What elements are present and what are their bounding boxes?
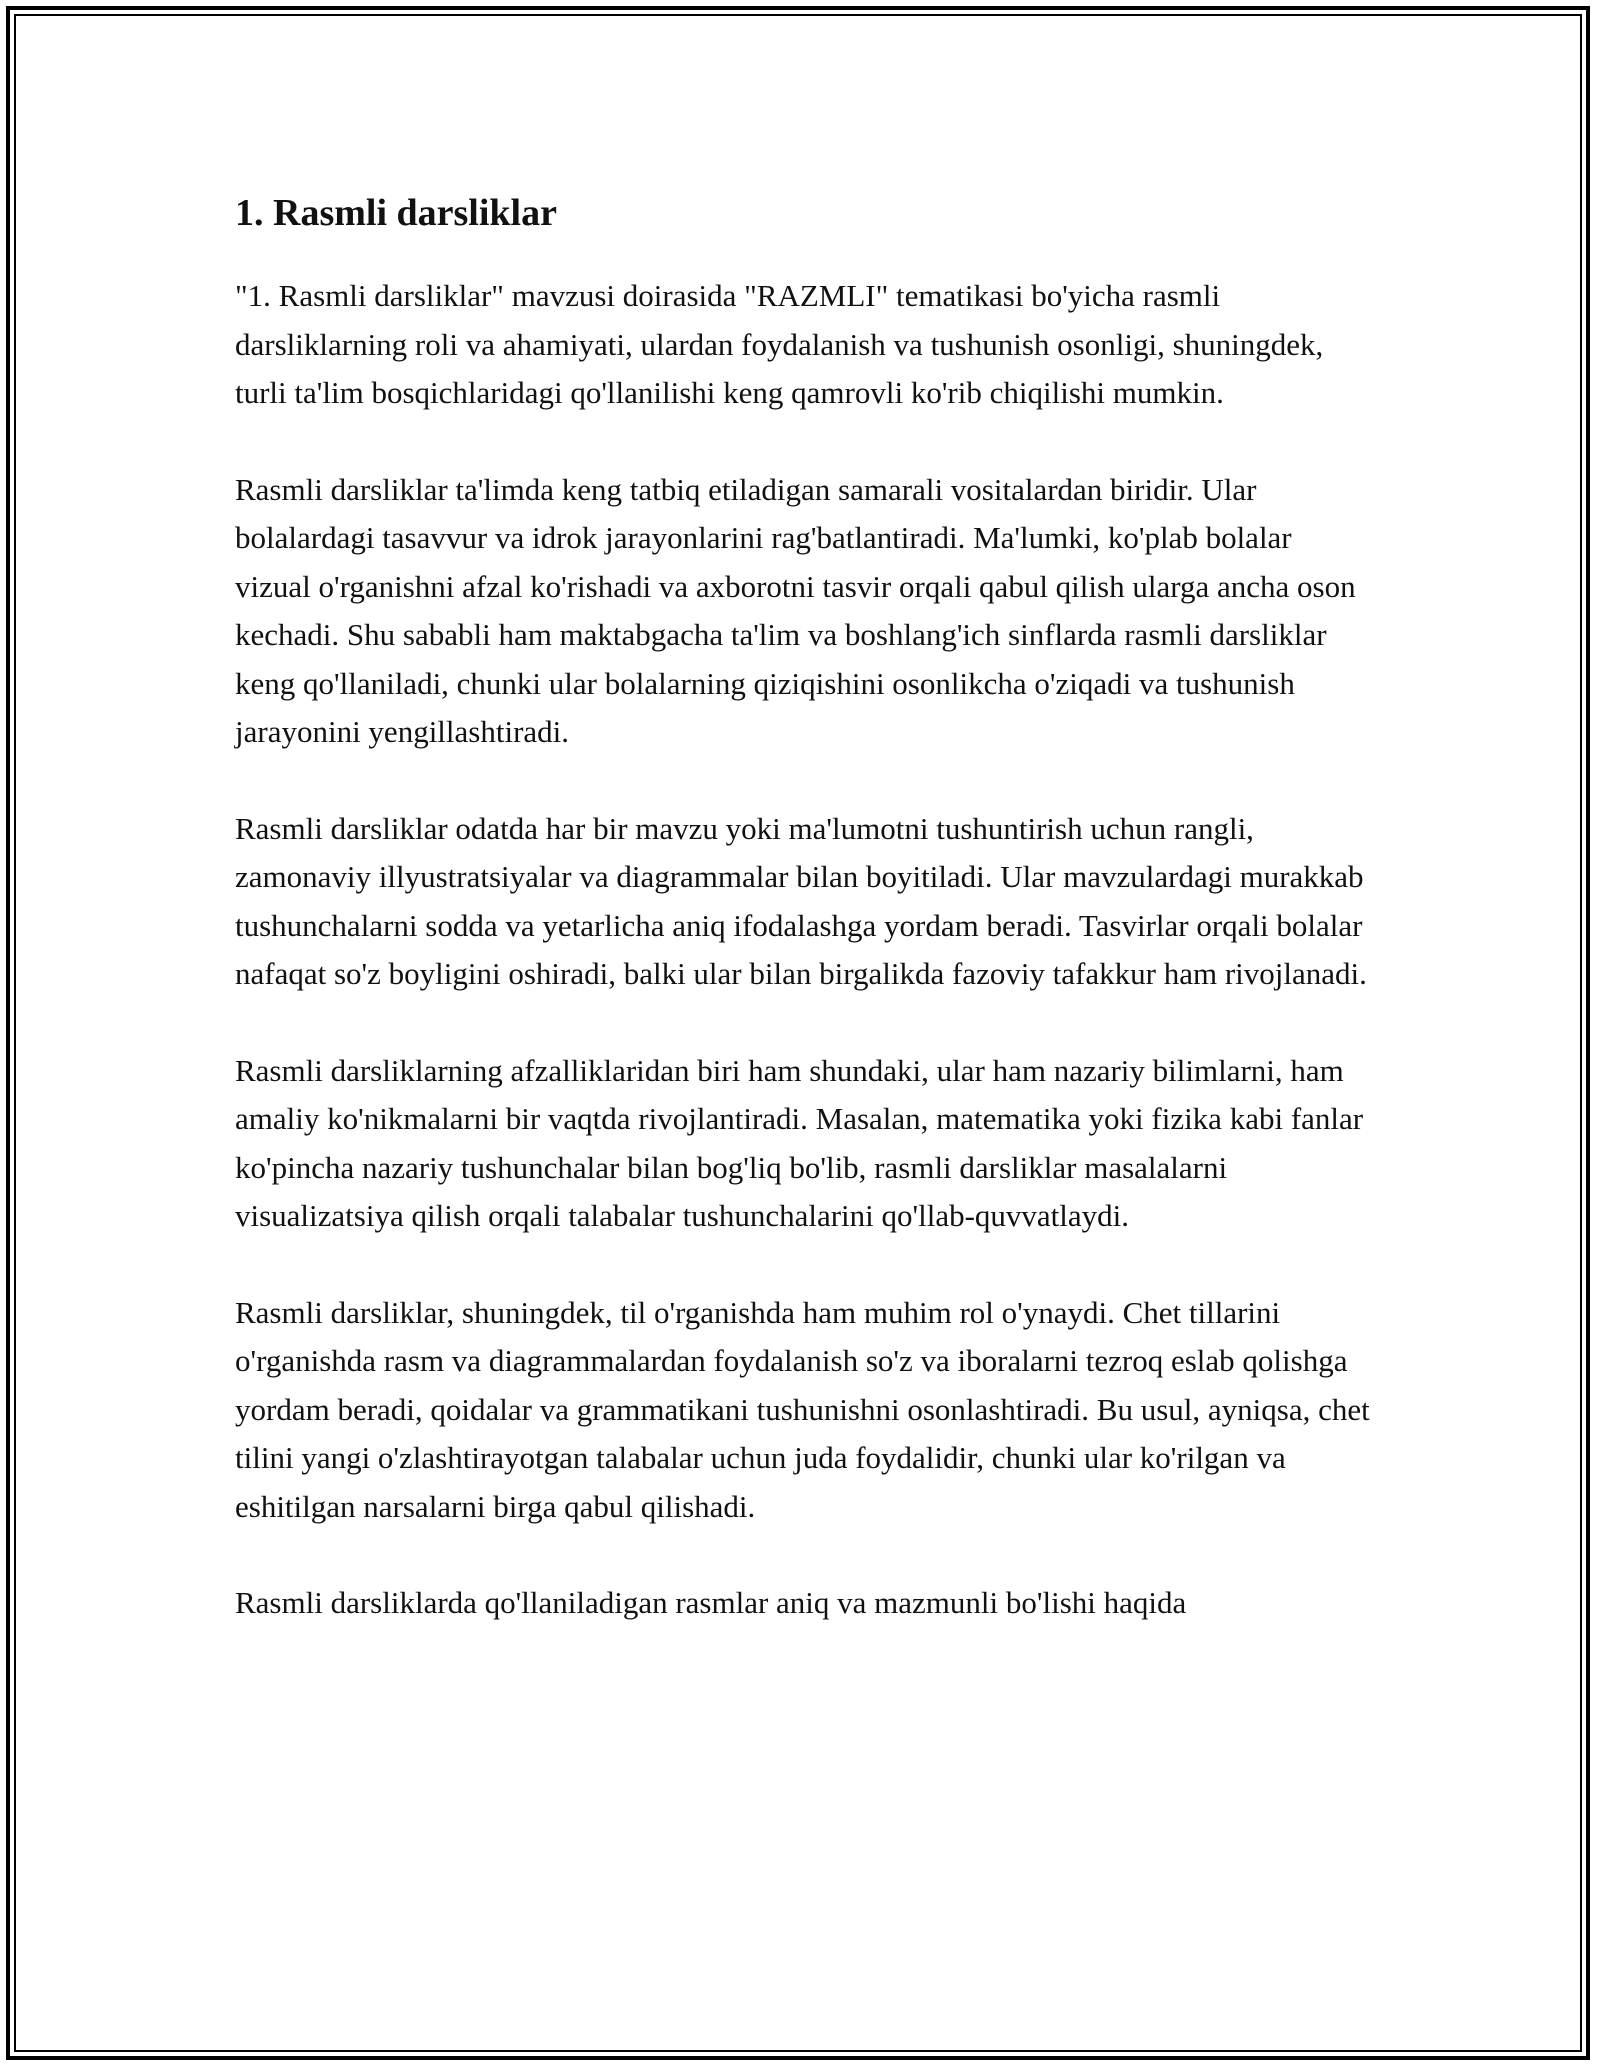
paragraph-language-learning: Rasmli darsliklar, shuningdek, til o'rganishda ham muhim rol o'ynaydi. Chet tillarini o'rganishda rasm va diagrammalardan foydalanish so'z va iboralarni tezroq eslab qolishga yordam beradi, qoidalar va grammatikani tushunishni osonlashtiradi. Bu usul, ayniqsa, chet tilini yangi o'zlashtirayotgan talabalar uchun juda foydalidir, chunki ular ko'rilgan va eshitilgan narsalarni birga qabul qilishadi. [235,1294,1370,1524]
paragraph-continuation: Rasmli darsliklarda qo'llaniladigan rasmlar aniq va mazmunli bo'lishi haqida [235,1585,1187,1620]
paragraph-illustrations: Rasmli darsliklar odatda har bir mavzu yoki ma'lumotni tushuntirish uchun rangli, zamonaviy illyustratsiyalar va diagrammalar bilan boyitiladi. Ular mavzulardagi murakkab tushunchalarni sodda va yetarlicha aniq ifodalashga yordam beradi. Tasvirlar orqali bolalar nafaqat so'z boyligini oshiradi, balki ular bilan birgalikda fazoviy tafakkur ham rivojlanadi. [235,810,1367,991]
section-heading: 1. Rasmli darsliklar [235,192,557,234]
paragraph-advantages: Rasmli darsliklarning afzalliklaridan biri ham shundaki, ular ham nazariy bilimlarni, ham amaliy ko'nikmalarni bir vaqtda rivojlantiradi. Masalan, matematika yoki fizika kabi fanlar ko'pincha nazariy tushunchalar bilan bog'liq bo'lib, rasmli darsliklar masalalarni visualizatsiya qilish orqali talabalar tushunchalarini qo'llab-quvvatlaydi. [235,1052,1364,1233]
paragraph-effectiveness: Rasmli darsliklar ta'limda keng tatbiq etiladigan samarali vositalardan biridir. Ular bolalardagi tasavvur va idrok jarayonlarini rag'batlantiradi. Ma'lumki, ko'plab bolalar vizual o'rganishni afzal ko'rishadi va axborotni tasvir orqali qabul qilish ularga ancha oson kechadi. Shu sababli ham maktabgacha ta'lim va boshlang'ich sinflarda rasmli darsliklar keng qo'llaniladi, chunki ular bolalarning qiziqishini osonlikcha o'ziqadi va tushunish jarayonini yengillashtiradi. [235,471,1356,749]
document-body [235,180,1370,1676]
paragraph-intro: "1. Rasmli darsliklar" mavzusi doirasida "RAZMLI" tematikasi bo'yicha rasmli darsliklarning roli va ahamiyati, ulardan foydalanish va tushunish osonligi, shuningdek, turli ta'lim bosqichlaridagi qo'llanilishi keng qamrovli ko'rib chiqilishi mumkin. [235,278,1324,410]
